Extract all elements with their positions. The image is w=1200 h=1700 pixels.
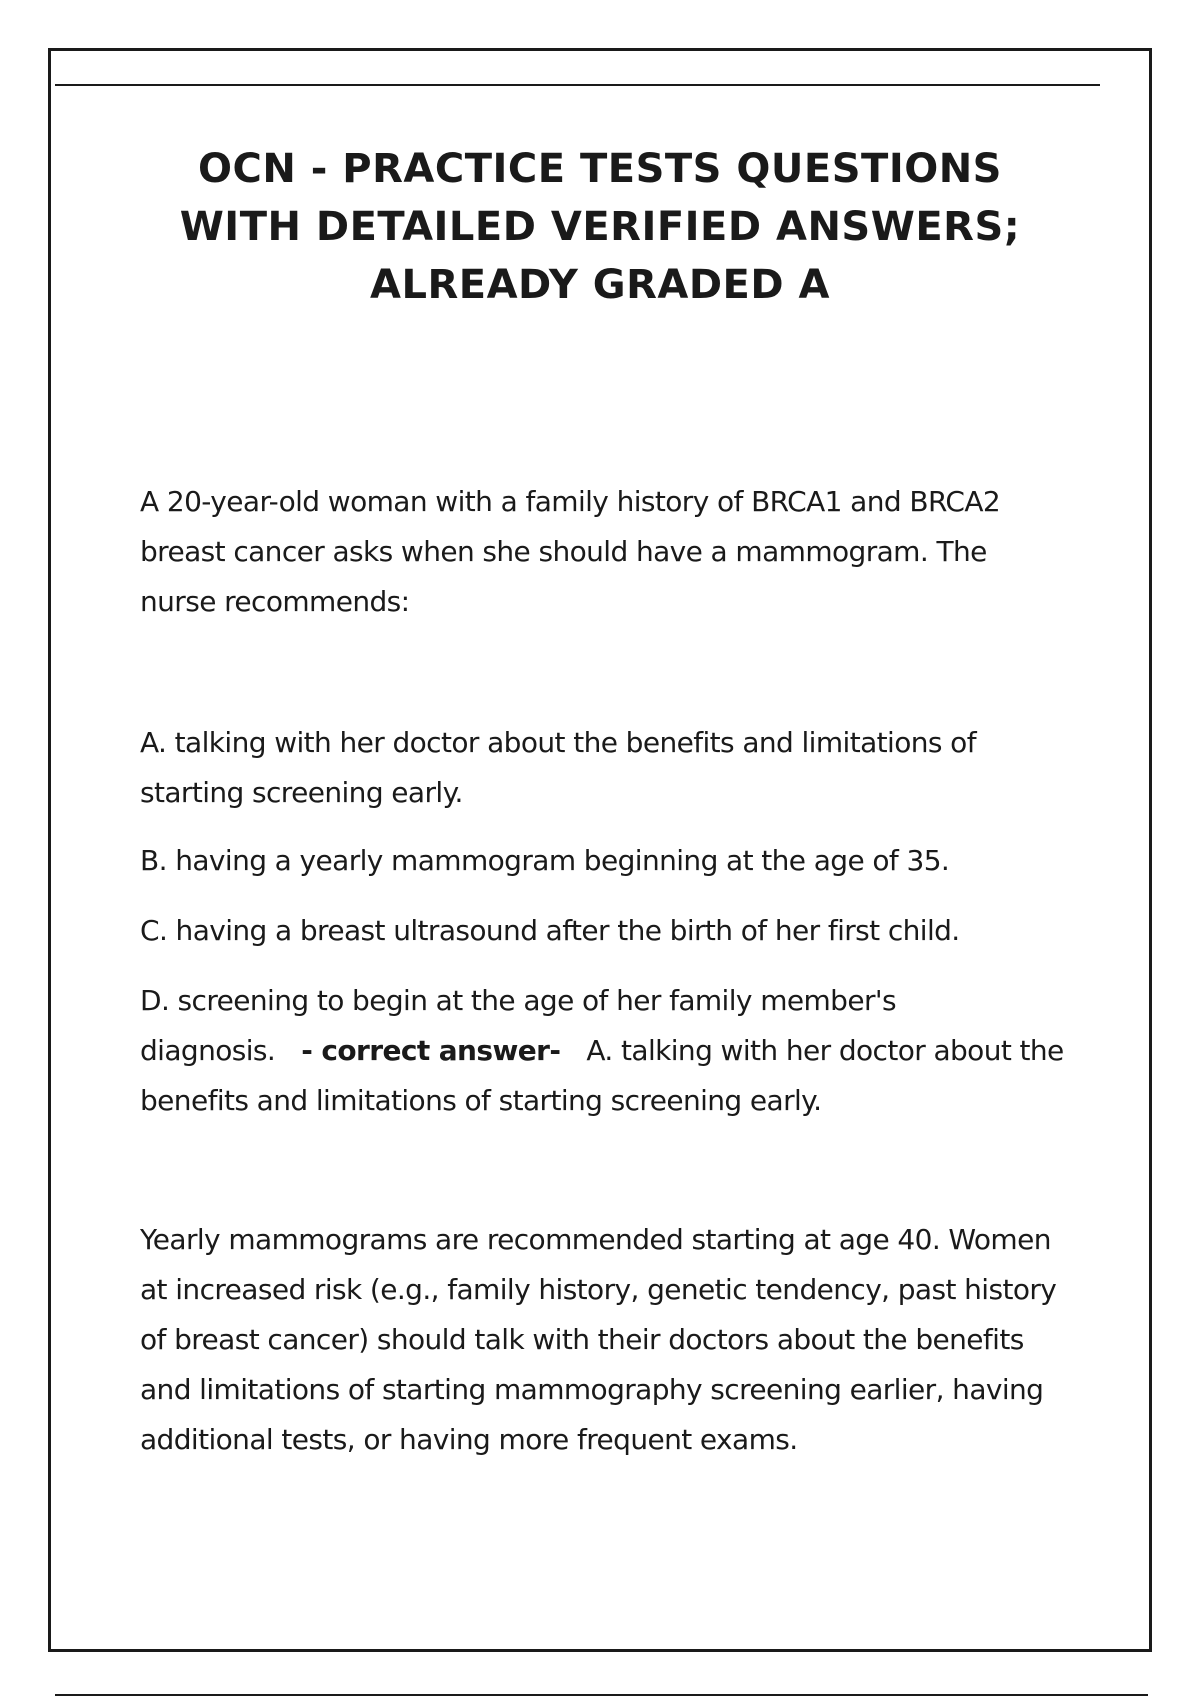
explanation-text: Yearly mammograms are recommended starting at age 40. Women at increased risk (e.g., family history, genetic tendency, past history of breast cancer) should talk with their doctors about the benefits and limitations of starting mammography screening earlier, having additional tests, or having more frequent exams. xyxy=(140,1223,1057,1456)
option-b xyxy=(140,836,1070,886)
correct-answer-text: A. talking with her doctor about the benefits and limitations of starting screening early. xyxy=(140,1034,1064,1117)
title-line-2: WITH DETAILED VERIFIED ANSWERS; xyxy=(179,204,1021,250)
question-text xyxy=(140,477,1070,627)
title-line-3: ALREADY GRADED A xyxy=(370,262,830,308)
option-b-text: B. having a yearly mammogram beginning at the age of 35. xyxy=(140,844,950,877)
footer-divider xyxy=(55,1694,1148,1696)
document-title xyxy=(130,140,1070,314)
question-stem: A 20-year-old woman with a family history of BRCA1 and BRCA2 breast cancer asks when she should have a mammogram. The nurse recommends: xyxy=(140,485,1001,618)
option-c-text: C. having a breast ultrasound after the birth of her first child. xyxy=(140,914,960,947)
option-d-text: D. screening to begin at the age of her family member's diagnosis. xyxy=(140,984,896,1067)
correct-answer-label: - correct answer- xyxy=(301,1034,561,1067)
answer-explanation xyxy=(140,1215,1070,1465)
option-d-with-answer xyxy=(140,976,1070,1126)
header-divider xyxy=(55,84,1100,86)
option-a-text: A. talking with her doctor about the benefits and limitations of starting screening early. xyxy=(140,726,976,809)
option-d xyxy=(140,976,1070,1126)
option-a xyxy=(140,718,1070,818)
option-c xyxy=(140,906,1070,956)
title-line-1: OCN - PRACTICE TESTS QUESTIONS xyxy=(197,146,1002,192)
